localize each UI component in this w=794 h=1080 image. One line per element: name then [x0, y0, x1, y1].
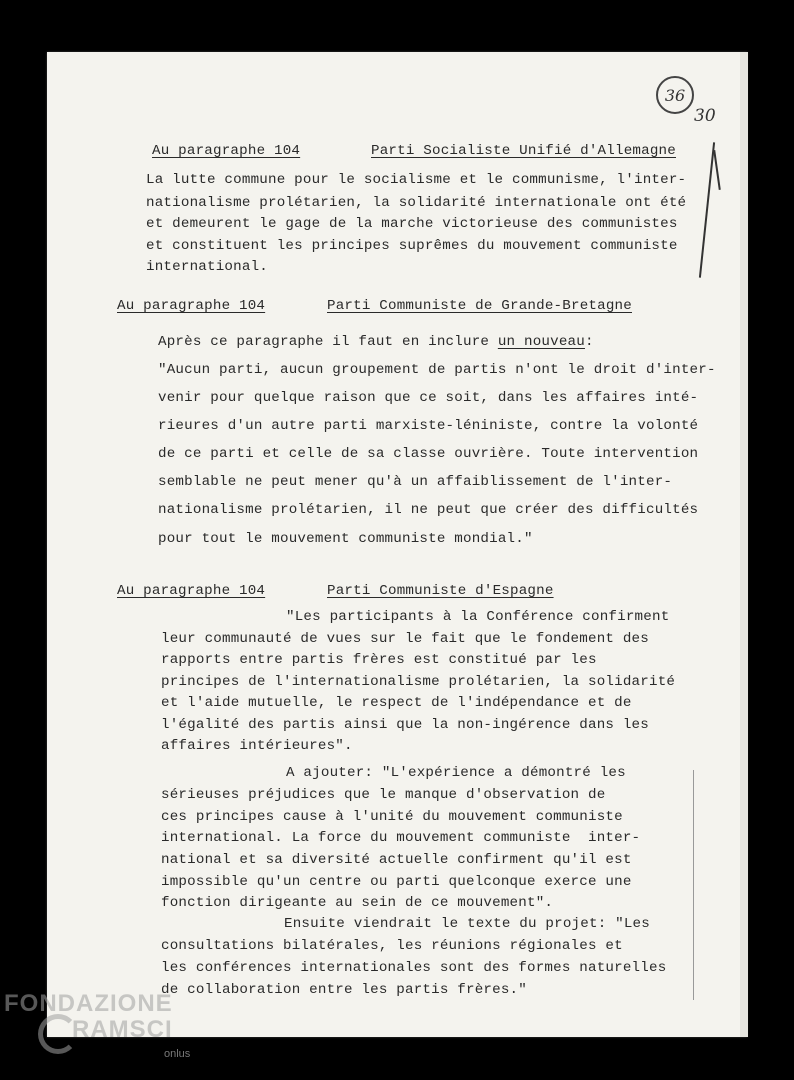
page-number: 30 — [694, 106, 716, 126]
section2-heading-left: Au paragraphe 104 — [117, 298, 266, 314]
section3-addition-line: international. La force du mouvement communiste inter- — [161, 830, 641, 846]
section1-heading-left: Au paragraphe 104 — [152, 143, 301, 159]
section1-heading-right: Parti Socialiste Unifié d'Allemagne — [371, 143, 676, 159]
section2-line: rieures d'un autre parti marxiste-léniniste, contre la volonté — [158, 418, 699, 434]
section2-line: "Aucun parti, aucun groupement de partis n'ont le droit d'inter- — [158, 362, 716, 378]
section2-line: de ce parti et celle de sa classe ouvrière. Toute intervention — [158, 446, 699, 462]
section3-line: affaires intérieures". — [161, 738, 353, 754]
section2-line: venir pour quelque raison que ce soit, dans les affaires inté- — [158, 390, 699, 406]
section3-line: rapports entre partis frères est constitué par les — [161, 652, 597, 668]
page-edge — [740, 52, 748, 1037]
intro-underlined: un nouveau — [497, 334, 585, 350]
watermark-line1: FONDAZIONE — [4, 990, 173, 1017]
section1-line: international. — [146, 259, 268, 275]
section3-line: principes de l'internationalisme prolétarien, la solidarité — [161, 674, 676, 690]
stamp-number: 36 — [664, 85, 686, 105]
section1-line: et demeurent le gage de la marche victorieuse des communistes — [146, 216, 678, 232]
section3-project-line: consultations bilatérales, les réunions régionales et — [161, 938, 623, 954]
section3-addition-line: A ajouter: "L'expérience a démontré les — [286, 765, 626, 781]
section3-addition-line: impossible qu'un centre ou parti quelconque exerce une — [161, 874, 632, 890]
section3-addition-line: ces principes cause à l'unité du mouvement communiste — [161, 809, 623, 825]
section1-line: La lutte commune pour le socialisme et le communisme, l'inter- — [146, 172, 687, 188]
watermark-line2: RAMSCI — [72, 1016, 173, 1043]
margin-bracket-line — [693, 770, 694, 1000]
section3-addition-line: national et sa diversité actuelle confirment qu'il est — [161, 852, 632, 868]
fondazione-gramsci-watermark — [4, 990, 204, 1070]
section3-project-line: les conférences internationales sont des formes naturelles — [161, 960, 667, 976]
section3-line: "Les participants à la Conférence confirment — [286, 609, 670, 625]
section2-line: semblable ne peut mener qu'à un affaiblissement de l'inter- — [158, 474, 673, 490]
section3-line: leur communauté de vues sur le fait que le fondement des — [161, 631, 649, 647]
archive-stamp — [656, 76, 694, 114]
section2-line: nationalisme prolétarien, il ne peut que créer des difficultés — [158, 502, 699, 518]
section3-project-line: Ensuite viendrait le texte du projet: "Les — [284, 916, 650, 932]
section3-heading-right: Parti Communiste d'Espagne — [327, 583, 554, 599]
intro-end: : — [584, 334, 594, 350]
section3-line: et l'aide mutuelle, le respect de l'indépendance et de — [161, 695, 632, 711]
section3-addition-line: fonction dirigeante au sein de ce mouvement". — [161, 895, 554, 911]
section3-line: l'égalité des partis ainsi que la non-ingérence dans les — [161, 717, 649, 733]
intro-text: Après ce paragraphe il faut en inclure — [158, 334, 498, 350]
section1-line: et constituent les principes suprêmes du mouvement communiste — [146, 238, 678, 254]
section2-intro — [158, 334, 594, 350]
section3-addition-line: sérieuses préjudices que le manque d'observation de — [161, 787, 606, 803]
watermark-line3: onlus — [164, 1048, 191, 1060]
section3-heading-left: Au paragraphe 104 — [117, 583, 266, 599]
section3-project-line: de collaboration entre les partis frères." — [161, 982, 527, 998]
section2-heading-right: Parti Communiste de Grande-Bretagne — [327, 298, 632, 314]
section2-line: pour tout le mouvement communiste mondial." — [158, 531, 533, 547]
section1-line: nationalisme prolétarien, la solidarité internationale ont été — [146, 195, 687, 211]
